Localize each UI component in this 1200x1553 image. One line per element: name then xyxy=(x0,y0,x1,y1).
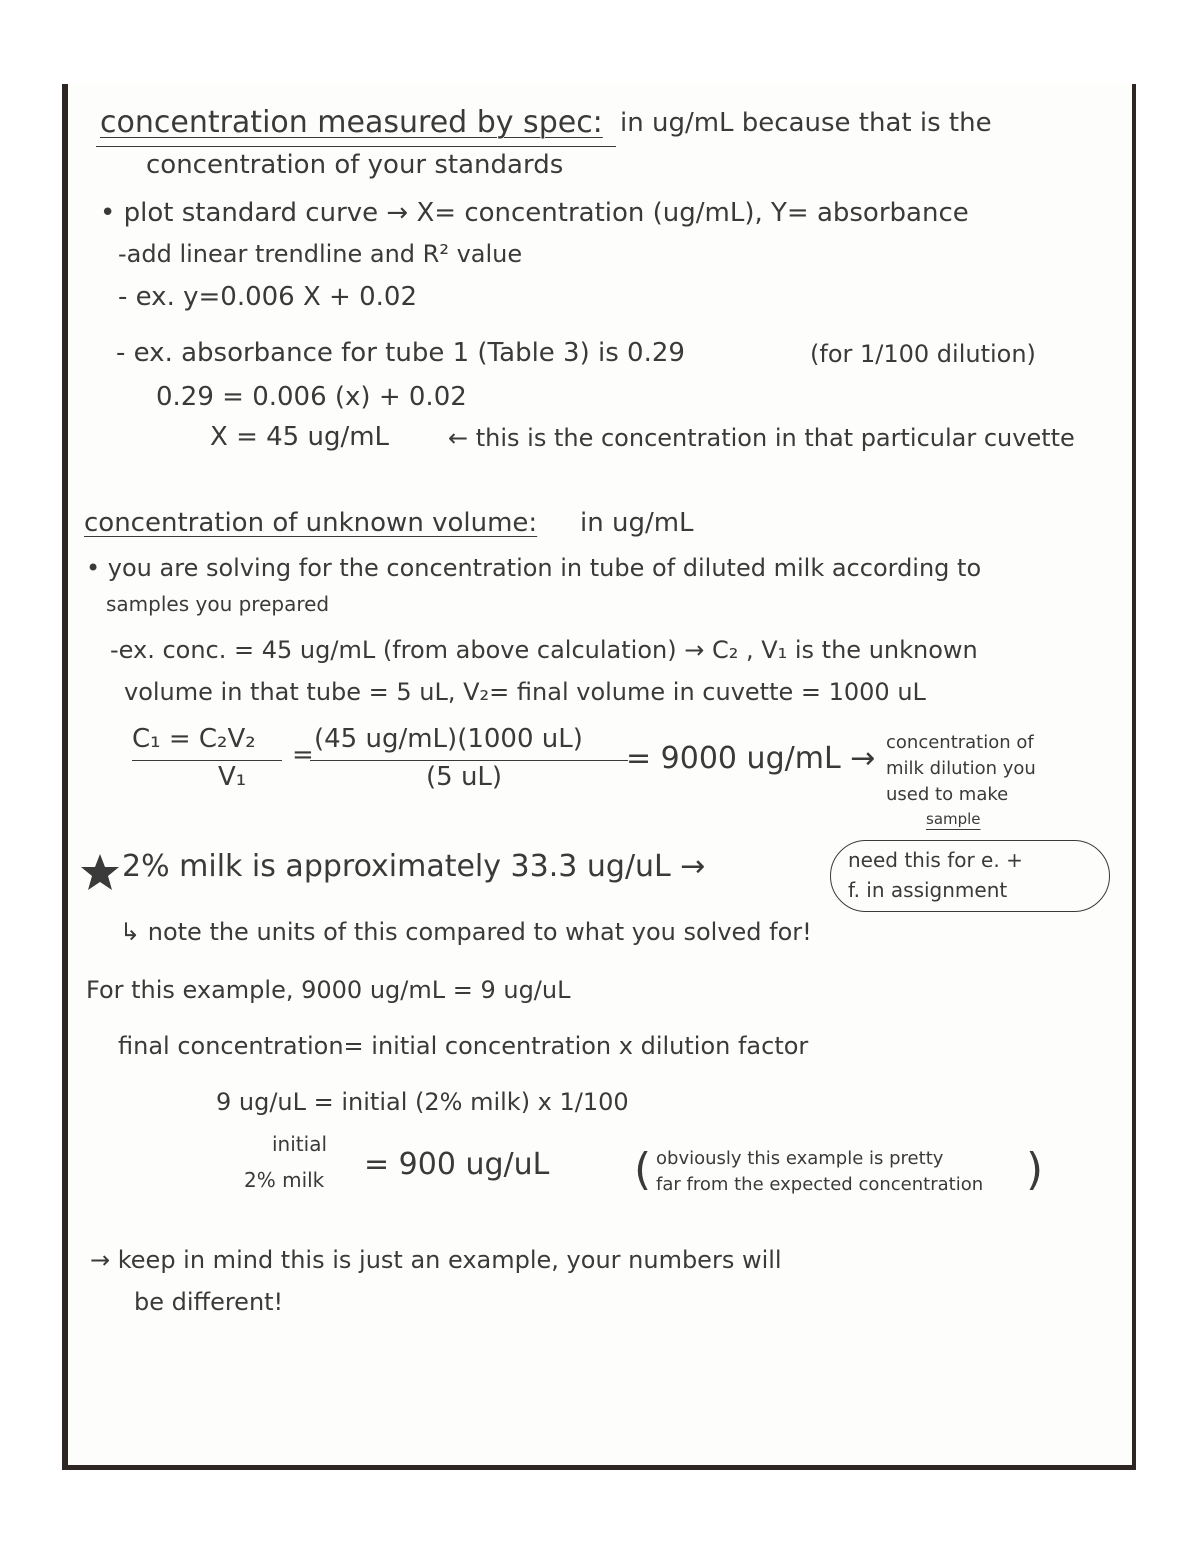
example-conc-line2: volume in that tube = 5 uL, V₂= final volume in cuvette = 1000 uL xyxy=(124,678,926,706)
formula-lhs: C₁ = C₂V₂ xyxy=(132,724,256,754)
formula-lhs-denominator: V₁ xyxy=(218,762,247,792)
bullet-plot-standard-curve: • plot standard curve → X= concentration (ug/mL), Y= absorbance xyxy=(100,198,969,228)
example-absorbance: - ex. absorbance for tube 1 (Table 3) is 0.29 xyxy=(116,338,685,368)
formula-numerator: (45 ug/mL)(1000 uL) xyxy=(314,724,583,754)
milk-approx-line: 2% milk is approximately 33.3 ug/uL → xyxy=(122,849,706,884)
paren-note-2: far from the expected concentration xyxy=(656,1174,984,1195)
section1-heading-line2: concentration of your standards xyxy=(146,150,564,180)
formula-note-1: concentration of xyxy=(886,732,1034,753)
bullet-solving-line1: • you are solving for the concentration in tube of diluted milk according to xyxy=(86,554,982,582)
example-equation: - ex. y=0.006 X + 0.02 xyxy=(118,282,417,312)
example-conversion: For this example, 9000 ug/mL = 9 ug/uL xyxy=(86,976,571,1004)
paren-open: ( xyxy=(634,1144,652,1195)
section1-heading-tail: in ug/mL because that is the xyxy=(620,108,992,138)
result-note: ← this is the concentration in that particular cuvette xyxy=(448,424,1075,452)
example-conc-line1: -ex. conc. = 45 ug/mL (from above calculation) → C₂ , V₁ is the unknown xyxy=(110,636,978,664)
add-trendline-line: -add linear trendline and R² value xyxy=(118,240,523,268)
dilution-note: (for 1/100 dilution) xyxy=(810,340,1036,368)
initial-label-2: 2% milk xyxy=(244,1168,325,1192)
section1-heading: concentration measured by spec: xyxy=(100,105,603,140)
section2-heading: concentration of unknown volume: xyxy=(84,508,538,538)
initial-calc-line: 9 ug/uL = initial (2% milk) x 1/100 xyxy=(216,1088,629,1116)
initial-result: = 900 ug/uL xyxy=(364,1147,550,1182)
final-concentration-formula: final concentration= initial concentration x dilution factor xyxy=(118,1032,809,1060)
section2-heading-tail: in ug/mL xyxy=(580,508,694,538)
bubble-line-1: need this for e. + xyxy=(848,848,1023,872)
paren-note-1: obviously this example is pretty xyxy=(656,1148,944,1169)
paren-close: ) xyxy=(1026,1144,1044,1195)
formula-note-4: sample xyxy=(926,810,981,828)
heading-underline xyxy=(96,146,616,147)
formula-lhs-bar xyxy=(132,760,282,761)
formula-bar xyxy=(310,760,628,761)
formula-denominator: (5 uL) xyxy=(426,762,503,792)
formula-result: = 9000 ug/mL → xyxy=(626,741,876,776)
bubble-line-2: f. in assignment xyxy=(848,878,1008,902)
formula-equals: = xyxy=(292,740,314,770)
star-icon xyxy=(80,852,120,892)
calculation-line: 0.29 = 0.006 (x) + 0.02 xyxy=(156,382,467,412)
initial-label-1: initial xyxy=(272,1132,327,1156)
result-x: X = 45 ug/mL xyxy=(210,422,390,452)
bullet-solving-line2: samples you prepared xyxy=(106,592,330,616)
formula-note-3: used to make xyxy=(886,784,1009,805)
formula-note-2: milk dilution you xyxy=(886,758,1036,779)
keep-in-mind-line1: → keep in mind this is just an example, your numbers will xyxy=(90,1246,782,1274)
units-note: ↳ note the units of this compared to what you solved for! xyxy=(120,918,812,946)
keep-in-mind-line2: be different! xyxy=(134,1288,284,1316)
